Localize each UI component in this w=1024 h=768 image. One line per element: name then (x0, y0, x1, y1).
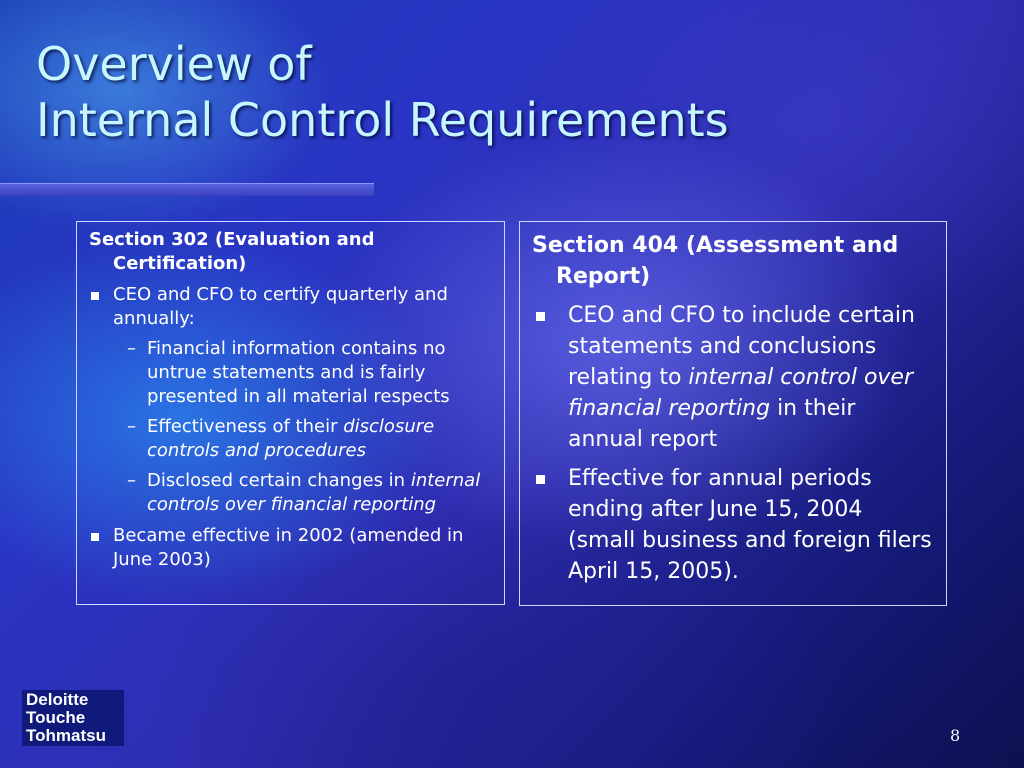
sub-bullet-text: Effectiveness of their (147, 416, 344, 437)
page-number: 8 (950, 726, 961, 745)
bullet-emphasis: internal control over financial reporting (568, 365, 914, 421)
deloitte-logo (22, 690, 124, 746)
logo-line-3: Tohmatsu (26, 726, 106, 745)
list-item (532, 463, 936, 587)
title-line-2: Internal Control Requirements (36, 93, 729, 147)
section-302-heading: Section 302 (Evaluation and Certification) (89, 229, 375, 274)
section-404-box (519, 221, 947, 606)
sub-bullet-emphasis: disclosure controls and procedures (147, 416, 435, 461)
logo-line-1: Deloitte (26, 690, 89, 709)
logo-line-2: Touche (26, 708, 86, 727)
list-item (89, 283, 494, 517)
square-bullet-icon (536, 312, 545, 321)
bullet-text: Became effective in 2002 (amended in June 2003) (113, 525, 464, 570)
title-line-1: Overview of (36, 37, 312, 91)
list-item (532, 300, 936, 455)
sub-bullet-text: Financial information contains no untrue statements and is fairly presented in all material respects (147, 338, 450, 407)
square-bullet-icon (91, 292, 99, 300)
sub-bullet-text: Disclosed certain changes in (147, 470, 411, 491)
dash-bullet-icon: – (127, 338, 136, 359)
list-item (89, 524, 494, 572)
dash-bullet-icon: – (127, 470, 136, 491)
sub-list-item (113, 469, 494, 517)
sub-bullet-emphasis: internal controls over financial reporting (147, 470, 481, 515)
bullet-text: CEO and CFO to certify quarterly and annually: (113, 284, 448, 329)
sub-list-item (113, 415, 494, 463)
slide-title (36, 36, 729, 148)
bullet-text: CEO and CFO to include certain statements and conclusions relating to (568, 303, 915, 390)
sub-list-item (113, 337, 494, 409)
section-404-heading: Section 404 (Assessment and Report) (532, 233, 899, 289)
title-underline-bar (0, 183, 374, 196)
square-bullet-icon (536, 475, 545, 484)
bullet-text-tail: in their annual report (568, 396, 856, 452)
square-bullet-icon (91, 533, 99, 541)
bullet-text: Effective for annual periods ending after June 15, 2004 (small business and foreign filers April 15, 2005). (568, 466, 932, 584)
dash-bullet-icon: – (127, 416, 136, 437)
section-302-box (76, 221, 505, 605)
